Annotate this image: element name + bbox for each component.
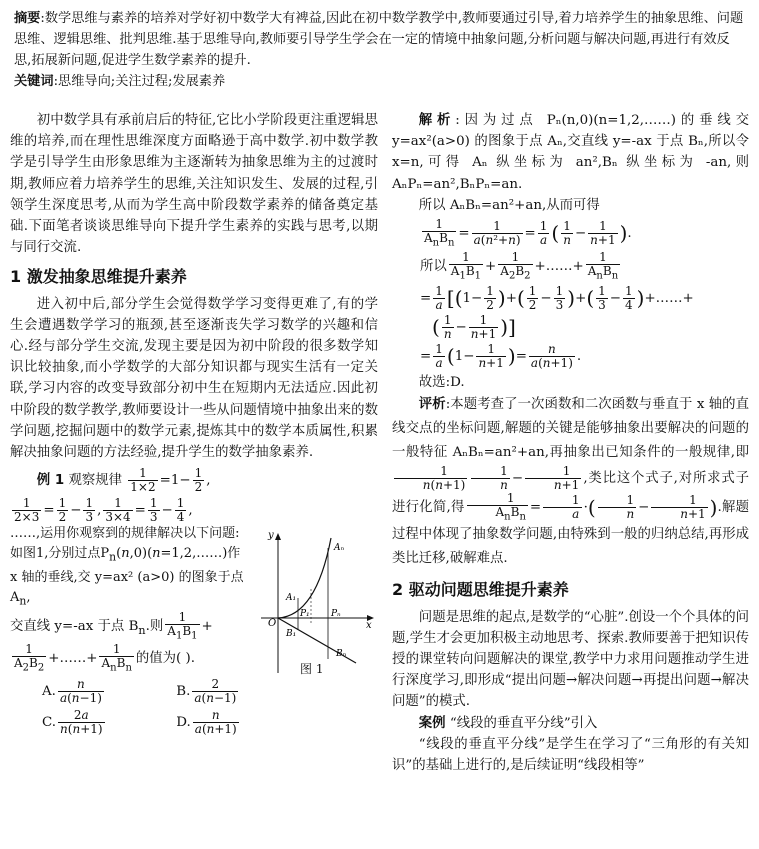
section2-paragraph: 问题是思维的起点,是数学的“心脏”.创设一个个具体的问题,学生才会更加积极主动地思考、探索.教师要善于把知识传授的课堂转向问题解决的课堂,教学中力求用问题推动学生进行深度学习,即形成“提出问题→解决问题→再提出问题→解决问题”的模式.: [392, 609, 749, 710]
answer-options: A. $\frac{n}{a(n-1)}$ B. $\frac{2}{a(n-1)}$ C. $\frac{2a}{n(n+1)}$ D. $\frac{n}{a(n+1)}$: [42, 677, 237, 737]
svg-text:Bₙ: Bₙ: [336, 649, 347, 659]
section2-heading: 2 驱动问题思维提升素养: [392, 580, 569, 600]
svg-text:y: y: [268, 530, 274, 541]
analysis-line2: 所以 AₙBₙ=an²+an,从而可得: [418, 197, 600, 213]
svg-text:x: x: [366, 620, 372, 631]
parabola-curve: [278, 538, 331, 618]
keywords-text: 思维导向;关注过程;发展素养: [58, 74, 226, 89]
section2-paragraph2: “线段的垂直平分线”是学生在学习了“三角形的有关知识”的基础上进行的,是后续证明“线段相等”: [392, 736, 749, 774]
svg-text:O: O: [268, 618, 277, 629]
section1-heading: 1 激发抽象思维提升素养: [10, 267, 187, 287]
example-tail: 作 x 轴的垂线,交 y=ax² (a>0) 的图象于点 A: [10, 546, 244, 605]
svg-text:Aₙ: Aₙ: [334, 543, 345, 553]
left-column: 初中数学具有承前启后的特征,它比小学阶段更注重逻辑思维的培养,而在理性思维深度方面略逊于高中数学.初中数学教学是引导学生由形象思维为主逐渐转为抽象思维为主的过渡时期,教师应着力培养学生的思维,关注知识发生、发展的过程,引领学生深度思考,从而为学生高中阶段数学素养的储备奠定基础.下面笔者谈谈思维导向下提升学生素养的实践与思考,以期与同行交流. 1 激发抽象思维提升素养 进入初中后,部分学生会觉得数学学习变得更难了,有的学生会遭遇数学学习的瓶颈,甚至逐渐丧失学习数学的兴趣和信心.经与部分学生交流,发现主要是因为初中阶段的很多数学知识比较抽象,而小学数学的大部分知识都与现实生活有一定关联,学习内容的改变导致部分初中生在短期内无法适应.因此初中阶段的数学教学,教师要设计一些从问题情境中抽象出来的数学问题,挖掘问题中的数学元素,提炼其中的数学本质属性,积累解决抽象问题的方法经验,提升学生的数学抽象素养. 例 1 观察规律 $\frac{1}{1\times 2}$ =1− $\frac{1}{2}$ , $\frac{1}{2\times 3}$ = $\frac{1}{2}$ − $\frac{1}{3}$ , $\frac{1}{3\times 4}$ = $\frac{1}{3}$ − $\frac{1}{4}$ , ……,运用你观察到的规律解决以下问题:如图1,分别过点$P_n(n,0)(n=1,2,\dots\dots)$作 x 轴的垂线,交 y=ax² (a>0) 的图象于点 $A_n$, 交直线 y=-ax 于点 $B_n$.则 $\frac{1}{A_1B_1}$ + $\frac{1}{A_2B_2}$ +……+ $\frac{1}{A_nB_n}$ 的值为( ). A. $\frac{n}{a(n-1)}$ B. $\frac{2}{a(n-1)}$ C. $\frac{2a}{n(n+1)}$ D. $\frac{n}{a(n+1)}$: [10, 110, 378, 736]
svg-text:B₁: B₁: [286, 629, 297, 639]
svg-text:Pₙ: Pₙ: [331, 609, 341, 619]
analysis-line3: 所以: [420, 259, 447, 275]
analysis-answer: 故选:D.: [418, 374, 465, 390]
comment-label: 评析: [418, 397, 446, 412]
right-column: 解析:因为过点 Pₙ(n,0)(n=1,2,……)的垂线交 y=ax²(a>0) 的图象于点 Aₙ,交直线 y=-ax 于点 Bₙ,所以令 x=n,可得 Aₙ 纵坐标为 an²,Bₙ 纵坐标为 -an,则 AₙPₙ=an²,BₙPₙ=an. 所以 AₙBₙ=an²+an,从而可得 $\frac{1}{A_nB_n}$ = $\frac{1}{\text{a(n²+n)}}$ = $\frac{1}{a}$ ( $\frac{1}{n}$ − $\frac{1}{n+1}$ ). 所以 $\frac{1}{A_1B_1}$ + $\frac{1}{A_2B_2}$ +……+ $\frac{1}{A_nB_n}$ = $\frac{1}{a}$ [(1− $\frac{1}{2}$ )+( $\frac{1}{2}$ − $\frac{1}{3}$ )+( $\frac{1}{3}$ − $\frac{1}{4}$ )+……+ ( $\frac{1}{n}$ − $\frac{1}{n+1}$ )] = $\frac{1}{a}$ (1− $\frac{1}{n+1}$ )= $\frac{n}{a(n+1)}$ . 故选:D. 评析:本题考查了一次函数和二次函数与垂直于 x 轴的直线交点的坐标问题,解题的关键是能够抽象出要解决的问题的一般特征 AₙBₙ=an²+an,再抽象出已知条件的一般规律,即 $\frac{1}{n(n+1)}$ $\frac{1}{n}$ − $\frac{1}{n+1}$ ,类比这个式子,对所求式子进行化简,得 $\frac{1}{A_nB_n}$ = $\frac{1}{a}$ ·( $\frac{1}{n}$ − $\frac{1}{n+1}$ ).解题过程中体现了抽象数学问题,由特殊到一般的归纳总结,再形成类比迁移,破解难点. 2 驱动问题思维提升素养 问题是思维的起点,是数学的“心脏”.创设一个个具体的问题,学生才会更加积极主动地思考、探索.教师要善于把知识传授的课堂转向问题解决的课堂,教学中力求用问题推动学生进行深度学习,即形成“提出问题→解决问题→再提出问题→解决问题”的模式. 案例 “线段的垂直平分线”引入 “线段的垂直平分线”是学生在学习了“三角形的有关知识”的基础上进行的,是后续证明“线段相等”: [392, 110, 749, 776]
option-b: B.: [176, 684, 191, 700]
abstract-block: 摘要:数学思维与素养的培养对学好初中数学大有裨益,因此在初中数学教学中,教师要通过引导,着力培养学生的抽象思维、问题思维、逻辑思维、批判思维.基于思维导向,教师要引导学生学会在一定的情境中抽象问题,分析问题与解决问题,再进行有效反思,拓展新问题,促进学生数学素养的提升. 关键词:思维导向;关注过程;发展素养: [14, 11, 744, 89]
svg-text:P₁: P₁: [300, 609, 310, 619]
keywords-label: 关键词: [14, 74, 54, 89]
example-lead: 观察规律: [68, 473, 122, 489]
intro-paragraph: 初中数学具有承前启后的特征,它比小学阶段更注重逻辑思维的培养,而在理性思维深度方面略逊于高中数学.初中数学教学是引导学生由形象思维为主逐渐转为抽象思维为主的过渡时期,教师应着力培养学生的思维,关注知识发生、发展的过程,引领学生深度思考,从而为学生高中阶段数学素养的储备奠定基础.下面笔者谈谈思维导向下提升学生素养的实践与思考,以期与同行交流.: [10, 113, 378, 256]
example-end: 交直线 y=-ax 于点 B: [10, 619, 139, 635]
option-a: A.: [42, 684, 56, 700]
comment-text2: ,类比这个式子,对所求式子进行化简,得: [392, 471, 749, 516]
case-title: “线段的垂直平分线”引入: [449, 715, 598, 731]
abstract-text: 数学思维与素养的培养对学好初中数学大有裨益,因此在初中数学教学中,教师要通过引导,着力培养学生的抽象思维、问题思维、逻辑思维、批判思维.基于思维导向,教师要引导学生学会在一定的情境中抽象问题,分析问题与解决问题,再进行有效反思,拓展新问题,促进学生数学素养的提升.: [14, 11, 744, 68]
analysis-label: 解析: [418, 113, 456, 128]
abstract-label: 摘要: [14, 11, 41, 26]
svg-text:A₁: A₁: [286, 593, 297, 603]
comment-text3: .解题过程中体现了抽象数学问题,由特殊到一般的归纳总结,再形成类比迁移,破解难点.: [392, 500, 749, 567]
section1-paragraph: 进入初中后,部分学生会觉得数学学习变得更难了,有的学生会遭遇数学学习的瓶颈,甚至逐渐丧失学习数学的兴趣和信心.经与部分学生交流,发现主要是因为初中阶段的很多数学知识比较抽象,而小学数学的大部分知识都与现实生活有一定关联,学习内容的改变导致部分初中生在短期内无法适应.因此初中阶段的数学教学,教师要设计一些从问题情境中抽象出来的数学问题,挖掘问题中的数学元素,提炼其中的数学本质属性,积累解决抽象问题的方法经验,提升学生的数学抽象素养.: [10, 296, 378, 461]
example-1: 例 1 观察规律 $\frac{1}{1\times 2}$ =1− $\frac{1}{2}$ , $\frac{1}{2\times 3}$ = $\frac{1}{2}$ − $\frac{1}{3}$ , $\frac{1}{3\times 4}$ = $\frac{1}{3}$ − $\frac{1}{4}$ , ……,运用你观察到的规律解决以下问题:如图1,分别过点$P_n(n,0)(n=1,2,\dots\dots)$作 x 轴的垂线,交 y=ax² (a>0) 的图象于点 $A_n$,: [10, 466, 244, 608]
example-body: ……,运用你观察到的规律解决以下问题:如图1,分别过点P: [10, 526, 240, 562]
figure-caption: 图 1: [300, 662, 324, 676]
example-question: 的值为( ).: [135, 651, 196, 667]
figure-1-graph: [256, 528, 376, 678]
option-c: C.: [42, 715, 57, 731]
example-label: 例 1: [36, 473, 65, 489]
analysis-text: 因为过点 Pₙ(n,0)(n=1,2,……)的垂线交 y=ax²(a>0) 的图象于点 Aₙ,交直线 y=-ax 于点 Bₙ,所以令 x=n,可得 Aₙ 纵坐标为 an²,Bₙ 纵坐标为 -an,则 AₙPₙ=an²,BₙPₙ=an.: [392, 113, 749, 192]
case-label: 案例: [418, 715, 446, 731]
option-d: D.: [176, 715, 191, 731]
comment-text: 本题考查了一次函数和二次函数与垂直于 x 轴的直线交点的坐标问题,解题的关键是能够抽象出要解决的问题的一般特征 AₙBₙ=an²+an,再抽象出已知条件的一般规律,即: [392, 397, 749, 460]
